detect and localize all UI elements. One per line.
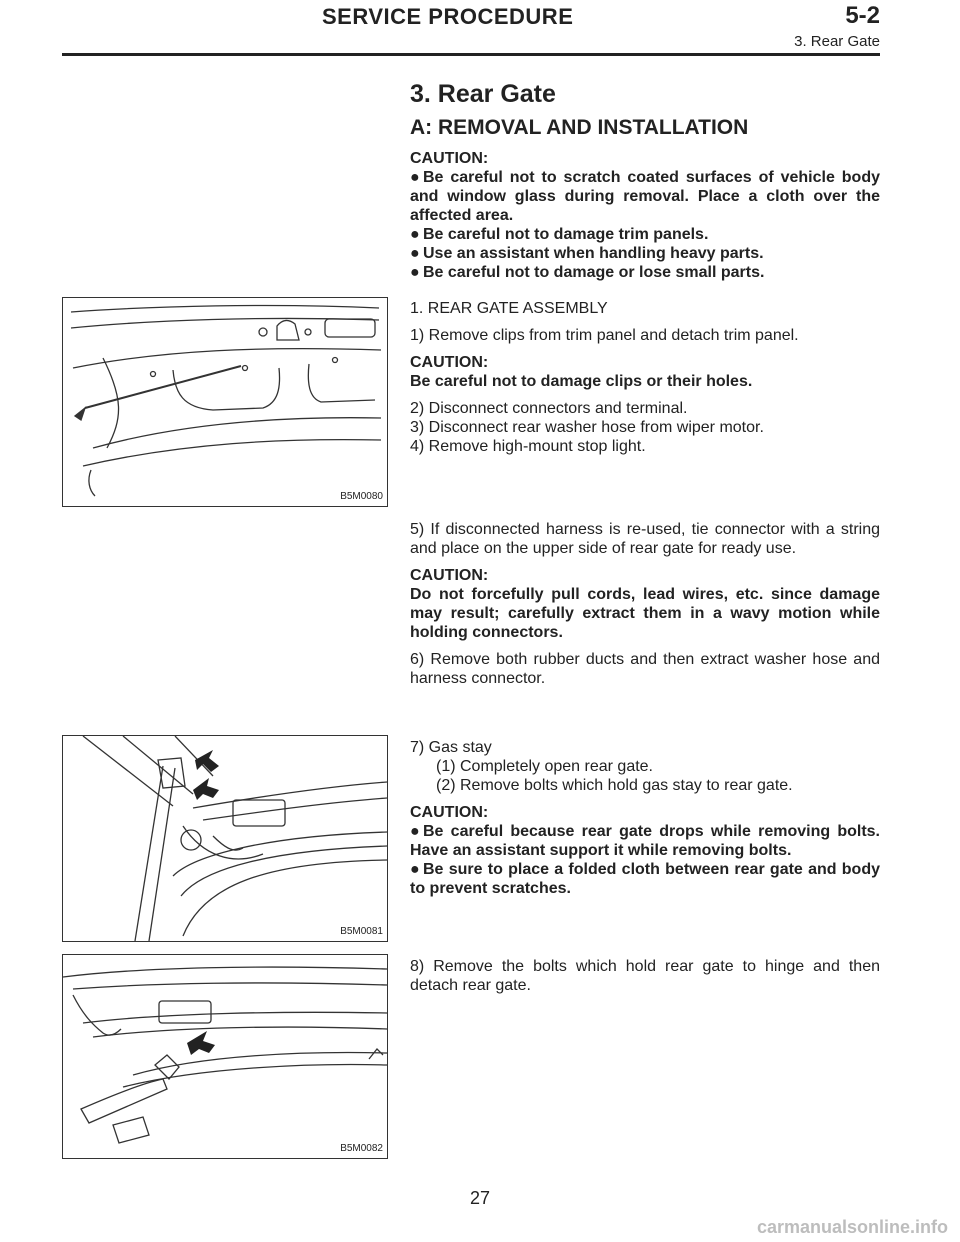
caution-item: ● Be sure to place a folded cloth between rear gate and body to prevent scratches. [410, 861, 880, 897]
section-title: SERVICE PROCEDURE [322, 4, 574, 29]
page-title: 3. Rear Gate [410, 80, 556, 108]
step-5: 5) If disconnected harness is re-used, tie connector with a string and place on the upper side of rear gate for ready use. [410, 521, 880, 557]
step-7: 7) Gas stay [410, 739, 492, 756]
watermark[interactable]: carmanualsonline.info [756, 1217, 948, 1237]
step-7-2: (2) Remove bolts which hold gas stay to rear gate. [436, 777, 793, 794]
step7-block [410, 738, 880, 898]
step5-block [410, 520, 880, 688]
bullet-glyph: ● [410, 264, 420, 281]
bullet-glyph: ● [410, 823, 420, 840]
step-7-1: (1) Completely open rear gate. [436, 758, 653, 775]
trim-panel-illustration [63, 298, 387, 506]
header-rule [62, 53, 880, 56]
step-6: 6) Remove both rubber ducts and then extract washer hose and harness connector. [410, 651, 880, 687]
gas-stay-illustration [63, 736, 387, 941]
caution-text: Be careful not to damage clips or their holes. [410, 373, 753, 390]
caution-label: CAUTION: [410, 804, 489, 821]
title-block [410, 80, 880, 282]
bullet-glyph: ● [410, 169, 420, 186]
step1-block [410, 299, 880, 456]
caution-label: CAUTION: [410, 567, 489, 584]
bullet-glyph: ● [410, 245, 420, 262]
step8-block [410, 957, 880, 995]
figure-b5m0081 [62, 735, 388, 942]
figure-label: B5M0080 [340, 491, 383, 502]
step-1: 1) Remove clips from trim panel and detach trim panel. [410, 327, 799, 344]
header-subtitle: 3. Rear Gate [794, 33, 880, 50]
step-8: 8) Remove the bolts which hold rear gate to hinge and then detach rear gate. [410, 958, 880, 994]
caution-label: CAUTION: [410, 150, 489, 167]
step-4: 4) Remove high-mount stop light. [410, 438, 646, 455]
page-number: 27 [469, 1188, 491, 1208]
section-number: 5-2 [845, 2, 880, 29]
caution-label: CAUTION: [410, 354, 489, 371]
caution-text: Do not forcefully pull cords, lead wires, etc. since damage may result; carefully extract them in a wavy motion while holding connectors. [410, 586, 880, 641]
figure-b5m0080 [62, 297, 388, 507]
step-2: 2) Disconnect connectors and terminal. [410, 400, 688, 417]
figure-label: B5M0081 [340, 926, 383, 937]
step-3: 3) Disconnect rear washer hose from wiper motor. [410, 419, 764, 436]
bullet-glyph: ● [410, 861, 420, 878]
section-subtitle: A: REMOVAL AND INSTALLATION [410, 116, 749, 139]
hinge-bolt-illustration [63, 955, 387, 1158]
step-heading: 1. REAR GATE ASSEMBLY [410, 300, 608, 317]
caution-item: ● Be careful not to damage trim panels. [410, 226, 709, 243]
caution-item: ● Be careful not to damage or lose small parts. [410, 264, 765, 281]
caution-item: ● Be careful not to scratch coated surfaces of vehicle body and window glass during removal. Place a cloth over the affected area. [410, 169, 880, 224]
caution-item: ● Use an assistant when handling heavy parts. [410, 245, 764, 262]
figure-label: B5M0082 [340, 1143, 383, 1154]
figure-b5m0082 [62, 954, 388, 1159]
bullet-glyph: ● [410, 226, 420, 243]
caution-item: ● Be careful because rear gate drops while removing bolts. Have an assistant support it while removing bolts. [410, 823, 880, 859]
